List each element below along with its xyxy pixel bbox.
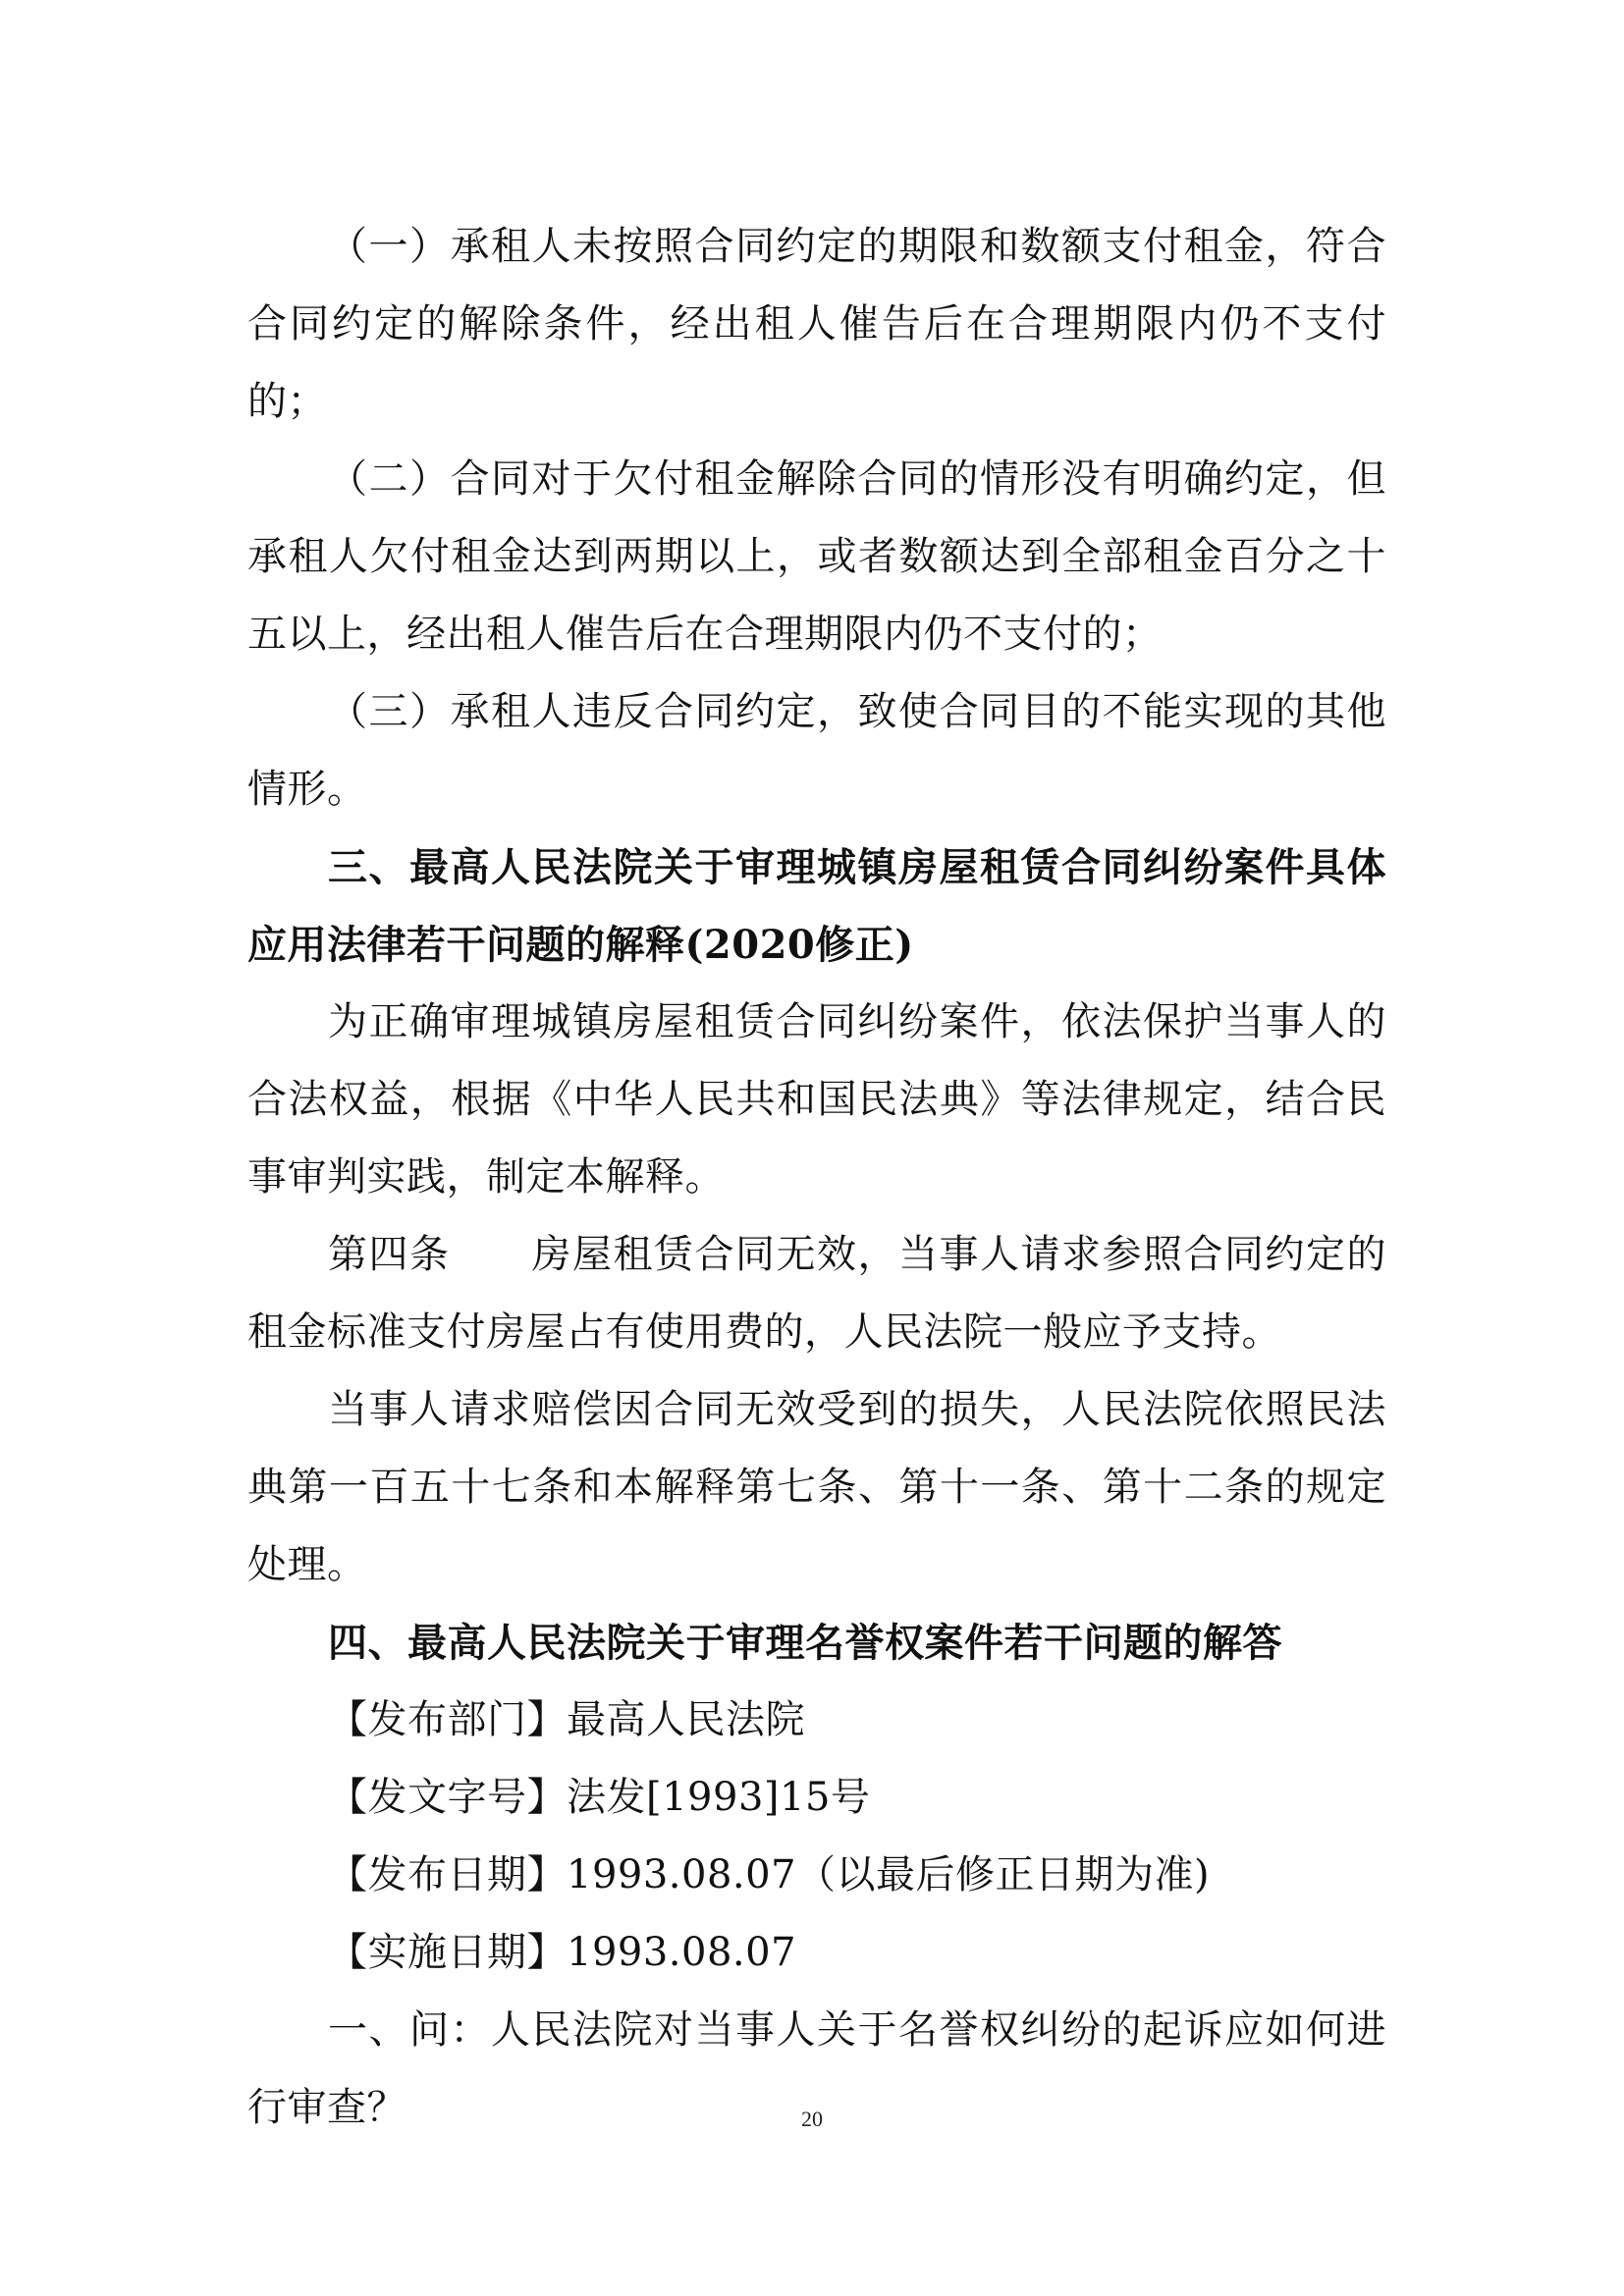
meta-document-number: 【发文字号】法发[1993]15号	[328, 1775, 871, 1820]
paragraph-item-2: （二）合同对于欠付租金解除合同的情形没有明确约定，但承租人欠付租金达到两期以上，或者数额达到全部租金百分之十五以上，经出租人催告后在合理期限内仍不支付的；	[247, 456, 1386, 657]
paragraph-article-4: 第四条 房屋租赁合同无效，当事人请求参照合同约定的租金标准支付房屋占有使用费的，人民法院一般应予支持。	[247, 1232, 1386, 1355]
paragraph-question-1: 一、问：人民法院对当事人关于名誉权纠纷的起诉应如何进行审查？	[247, 2007, 1386, 2130]
document-body	[247, 208, 1386, 2147]
paragraph-preamble: 为正确审理城镇房屋租赁合同纠纷案件，依法保护当事人的合法权益，根据《中华人民共和国民法典》等法律规定，结合民事审判实践，制定本解释。	[247, 999, 1386, 1200]
meta-release-date: 【发布日期】1993.08.07（以最后修正日期为准)	[328, 1852, 1211, 1897]
section-heading-4: 四、最高人民法院关于审理名誉权案件若干问题的解答	[328, 1620, 1282, 1666]
section-heading-3: 三、最高人民法院关于审理城镇房屋租赁合同纠纷案件具体应用法律若干问题的解释(2020修正)	[247, 844, 1386, 968]
meta-effective-date: 【实施日期】1993.08.07	[328, 1930, 797, 1975]
paragraph-damages: 当事人请求赔偿因合同无效受到的损失，人民法院依照民法典第一百五十七条和本解释第七条、第十一条、第十二条的规定处理。	[247, 1387, 1386, 1587]
page-number: 20	[801, 2107, 823, 2131]
meta-issuing-department: 【发布部门】最高人民法院	[328, 1697, 805, 1742]
paragraph-item-3: （三）承租人违反合同约定，致使合同目的不能实现的其他情形。	[247, 689, 1386, 812]
paragraph-item-1: （一）承租人未按照合同约定的期限和数额支付租金，符合合同约定的解除条件，经出租人催告后在合理期限内仍不支付的；	[247, 224, 1386, 424]
